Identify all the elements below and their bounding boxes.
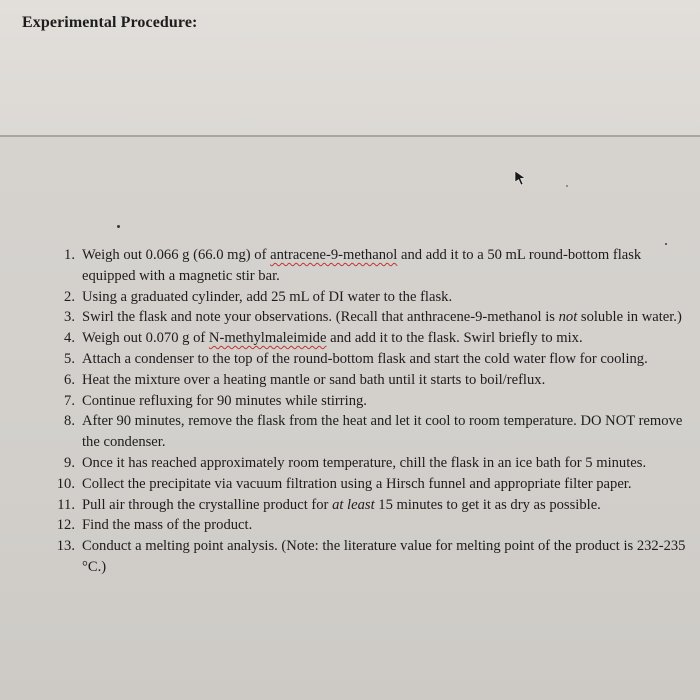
emphasized-text: not: [558, 309, 578, 326]
procedure-step: [40, 495, 690, 516]
step-text-segment: Conduct a melting point analysis. (Note: the literature value for melting point of the product is 232-235 °C.): [82, 538, 686, 575]
step-number: 13.: [56, 538, 75, 555]
procedure-step: [40, 515, 690, 536]
procedure-step: [40, 411, 690, 453]
step-text: [82, 453, 690, 474]
step-text: [82, 287, 690, 308]
procedure-step: [40, 349, 690, 370]
step-text: [82, 370, 690, 391]
step-text-segment: Attach a condenser to the top of the round-bottom flask and start the cold water flow for cooling.: [82, 350, 648, 367]
step-text-segment: Find the mass of the product.: [82, 517, 253, 534]
procedure-step: [40, 287, 690, 308]
step-text-segment: Once it has reached approximately room temperature, chill the flask in an ice bath for 5 minutes.: [82, 454, 647, 471]
procedure-steps-list: [40, 245, 690, 578]
step-number: 9.: [64, 454, 75, 471]
step-text: [82, 474, 690, 495]
step-number: 2.: [64, 288, 75, 305]
step-text: [82, 349, 690, 370]
step-number: 12.: [56, 517, 75, 534]
step-number: 4.: [64, 330, 75, 347]
step-text-segment: soluble in water.): [577, 309, 682, 326]
procedure-step: [40, 453, 690, 474]
spellcheck-flagged-word: antracene-9-methanol: [270, 247, 398, 263]
step-text: [82, 391, 690, 412]
step-text: [82, 328, 690, 349]
step-text-segment: 15 minutes to get it as dry as possible.: [374, 496, 601, 513]
step-number: 7.: [64, 392, 75, 409]
procedure-step: [40, 328, 690, 349]
step-text-segment: Weigh out 0.070 g of: [82, 330, 209, 347]
procedure-step: [40, 307, 690, 328]
step-number: 8.: [64, 413, 75, 430]
procedure-heading: Experimental Procedure:: [22, 14, 198, 31]
spellcheck-flagged-word: N-methylmaleimide: [208, 330, 327, 347]
step-number: 5.: [64, 350, 75, 367]
step-text-segment: Weigh out 0.066 g (66.0 mg) of: [82, 247, 271, 263]
emphasized-text: at least: [332, 496, 375, 513]
step-text-segment: Collect the precipitate via vacuum filtration using a Hirsch funnel and appropriate filter paper.: [82, 475, 632, 492]
step-number: 1.: [64, 247, 75, 263]
step-text: [82, 245, 690, 287]
step-number: 10.: [56, 475, 75, 492]
step-text: [82, 411, 690, 453]
step-text: [82, 495, 690, 516]
step-text-segment: and add it to a 50 mL round-bottom flask equipped with a magnetic stir bar.: [82, 247, 642, 284]
step-text: [82, 536, 690, 578]
step-text-segment: After 90 minutes, remove the flask from the heat and let it cool to room temperature. DO NOT remove the condenser.: [82, 413, 683, 451]
speck: [566, 185, 568, 187]
speck: [117, 225, 120, 228]
procedure-step: [40, 474, 690, 495]
step-text-segment: Using a graduated cylinder, add 25 mL of DI water to the flask.: [82, 288, 453, 305]
step-text: [82, 307, 690, 328]
procedure-step: [40, 370, 690, 391]
step-text-segment: Pull air through the crystalline product for: [82, 496, 333, 513]
step-number: 6.: [64, 371, 75, 388]
procedure-step: [40, 391, 690, 412]
step-text-segment: and add it to the flask. Swirl briefly to mix.: [326, 330, 583, 347]
step-text-segment: Continue refluxing for 90 minutes while stirring.: [82, 392, 367, 409]
step-text-segment: Heat the mixture over a heating mantle or sand bath until it starts to boil/reflux.: [82, 371, 546, 388]
procedure-step: [40, 536, 690, 578]
procedure-step: [40, 245, 690, 287]
mouse-pointer-arrow-icon: [514, 170, 526, 186]
step-text-segment: Swirl the flask and note your observations. (Recall that anthracene-9-methanol is: [82, 309, 559, 326]
step-number: 11.: [57, 496, 75, 513]
step-text: [82, 515, 690, 536]
step-number: 3.: [64, 309, 75, 326]
